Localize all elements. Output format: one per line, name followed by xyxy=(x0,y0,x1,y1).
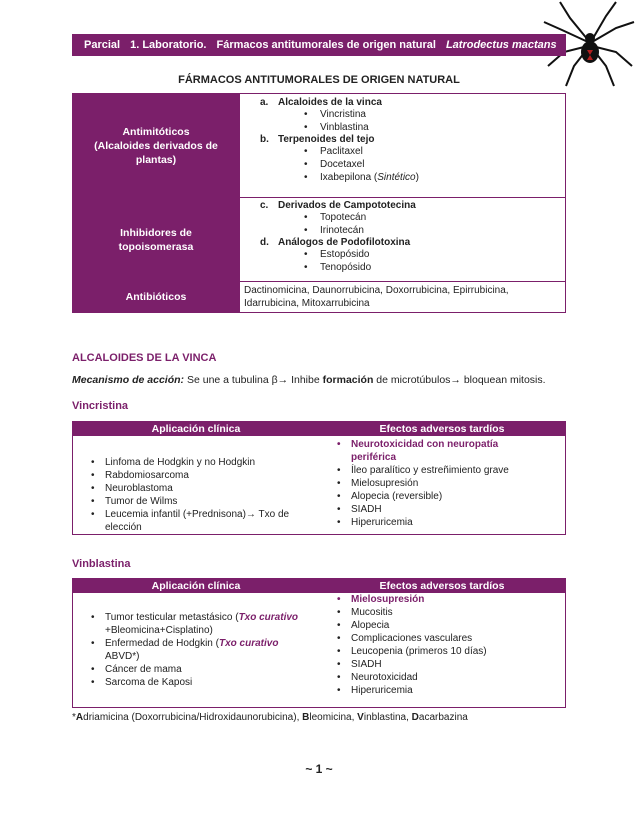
list-item: • Íleo paralítico y estreñimiento grave xyxy=(319,464,565,477)
category-antimitotic: Antimitóticos (Alcaloides derivados de plantas) xyxy=(73,94,240,198)
list-item: • Hiperuricemia xyxy=(319,684,565,697)
vinblastina-table xyxy=(72,578,566,708)
list-item: • Leucopenia (primeros 10 días) xyxy=(319,645,565,658)
list-item: • Estopósido xyxy=(240,248,565,261)
header-part4: Latrodectus mactans xyxy=(445,39,557,51)
list-item: • Mucositis xyxy=(319,606,565,619)
list-item: • Rabdomiosarcoma xyxy=(73,469,319,482)
column-header-clinical: Aplicación clínica xyxy=(151,423,241,435)
list-item: • Complicaciones vasculares xyxy=(319,632,565,645)
column-header-adverse: Efectos adversos tardíos xyxy=(379,423,505,435)
column-header-adverse: Efectos adversos tardíos xyxy=(379,580,505,592)
list-item: • Tumor de Wilms xyxy=(73,495,319,508)
list-item: • Irinotecán xyxy=(240,224,565,237)
list-item: • Sarcoma de Kaposi xyxy=(73,676,319,689)
list-item: • Vincristina xyxy=(240,108,565,121)
list-item: • Linfoma de Hodgkin y no Hodgkin xyxy=(73,456,319,469)
subgroup-camptothecin: Derivados de Campototecina xyxy=(278,200,416,211)
list-item: • Tumor testicular metastásico (Txo curativo +Bleomicina+Cisplatino) xyxy=(73,611,319,637)
header-part1: Parcial xyxy=(84,39,121,51)
drug-classification-table xyxy=(72,93,566,313)
list-item: • Alopecia xyxy=(319,619,565,632)
header-bar xyxy=(72,34,566,56)
list-item: • Leucemia infantil (+Prednisona)→ Txo de elección xyxy=(73,508,319,534)
list-item: • Ixabepilona (Sintético) xyxy=(240,171,565,184)
list-item: • Alopecia (reversible) xyxy=(319,490,565,503)
category-topoisomerase: Inhibidores de topoisomerasa xyxy=(73,198,240,282)
drug-heading-vincristina: Vincristina xyxy=(72,400,129,412)
topoisomerase-list: c. Derivados de Campototecina • Topotecán • Irinotecán d. Análogos de Podofilotoxina • Estopósido • Tenopósido xyxy=(240,198,566,282)
mechanism-of-action: Mecanismo de acción: Se une a tubulina β→ Inhibe formación de microtúbulos→ bloquean mitosis. xyxy=(72,374,546,386)
list-item: • Neurotoxicidad xyxy=(319,671,565,684)
list-item: • Cáncer de mama xyxy=(73,663,319,676)
list-item: • Docetaxel xyxy=(240,158,565,171)
list-item: • Neuroblastoma xyxy=(73,482,319,495)
list-item: • Tenopósido xyxy=(240,261,565,274)
footnote: *Adriamicina (Doxorrubicina/Hidroxidaunorubicina), Bleomicina, Vinblastina, Dacarbazina xyxy=(72,712,468,723)
antimitotic-list: a. Alcaloides de la vinca • Vincristina • Vinblastina b. Terpenoides del tejo • Paclitaxel • Docetaxel • Ixabepilona (Sintético) xyxy=(240,94,566,198)
list-item: • Paclitaxel xyxy=(240,145,565,158)
category-antibiotics: Antibióticos xyxy=(73,282,240,313)
page-number: ~ 1 ~ xyxy=(305,762,333,776)
column-header-clinical: Aplicación clínica xyxy=(151,580,241,592)
list-item: • Hiperuricemia xyxy=(319,516,565,529)
subgroup-podophyllotoxin: Análogos de Podofilotoxina xyxy=(278,237,411,248)
list-item: • SIADH xyxy=(319,658,565,671)
list-item-highlight: • Neurotoxicidad con neuropatía periférica xyxy=(319,438,565,464)
document-title: FÁRMACOS ANTITUMORALES DE ORIGEN NATURAL xyxy=(178,74,460,86)
drug-heading-vinblastina: Vinblastina xyxy=(72,558,131,570)
antibiotics-list: Dactinomicina, Daunorrubicina, Doxorrubicina, Epirrubicina, Idarrubicina, Mitoxarrubicina xyxy=(240,282,566,313)
list-item-highlight: • Mielosupresión xyxy=(319,593,565,606)
list-item: • Enfermedad de Hodgkin (Txo curativo ABVD*) xyxy=(73,637,319,663)
subgroup-vinca: Alcaloides de la vinca xyxy=(278,97,382,108)
list-item: • Vinblastina xyxy=(240,121,565,134)
section-title: ALCALOIDES DE LA VINCA xyxy=(72,352,217,364)
header-part2: 1. Laboratorio. xyxy=(130,39,207,51)
list-item: • SIADH xyxy=(319,503,565,516)
vincristina-table xyxy=(72,421,566,535)
subgroup-taxanes: Terpenoides del tejo xyxy=(278,134,375,145)
list-item: • Mielosupresión xyxy=(319,477,565,490)
header-part3: Fármacos antitumorales de origen natural xyxy=(216,39,436,51)
list-item: • Topotecán xyxy=(240,211,565,224)
